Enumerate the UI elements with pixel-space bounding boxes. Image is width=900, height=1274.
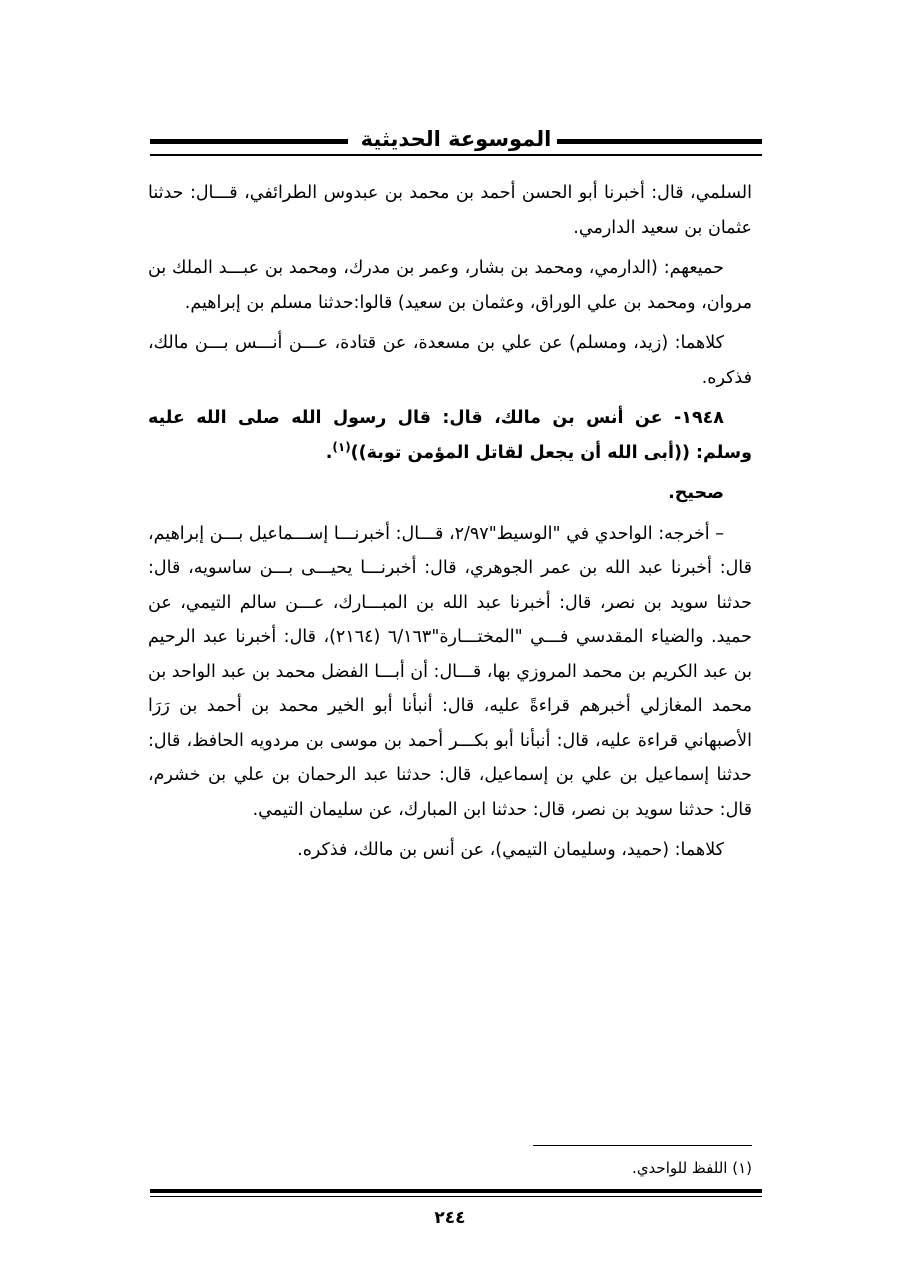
hadith-end: . xyxy=(325,442,333,463)
page-number: ٢٤٤ xyxy=(434,1208,466,1228)
running-title xyxy=(150,122,762,156)
paragraph: كلاهما: (زيد، ومسلم) عن علي بن مسعدة، عن قتادة، عـــن أنـــس بـــن مالك، فذكره. xyxy=(148,333,752,388)
footer-rule-thin xyxy=(150,1196,762,1197)
running-title-text: الموسوعة الحديثية xyxy=(355,127,558,151)
takhrij-paragraph: – أخرجه: الواحدي في "الوسيط"٢/٩٧، قـــال: أخبرنـــا إســـماعيل بـــن إبراهيم، قال: أخبرنا عبد الله بن عمر الجوهري، قال: أخبرنـــا يحيـــى بـــن ساسويه، قال: حدثنا سويد بن نصر، قال: أخبرنا عبد الله بن المبـــارك، عـــن سالم التيمي، عن حميد. والضياء المقدسي فـــي "المختـــارة"٦/١٦٣ (٢١٦٤)، قال: أخبرنا عبد الرحيم بن عبد الكريم بن محمد المروزي بها، قـــال: أن أبـــا الفضل محمد بن عبد الواحد بن محمد المغازلي أخبرهم قراءةً عليه، قال: أنبأنا أبو الخير محمد بن أحمد بن رَرَا الأصبهاني قراءة عليه، قال: أنبأنا أبو بكـــر أحمد بن موسى بن مردويه الحافظ، قال: حدثنا إسماعيل بن علي بن إسماعيل، قال: حدثنا عبد الرحمان بن علي بن خشرم، قال: حدثنا سويد بن نصر، قال: حدثنا ابن المبارك، عن سليمان التيمي. xyxy=(148,523,752,820)
paragraph: حميعهم: (الدارمي، ومحمد بن بشار، وعمر بن مدرك، ومحمد بن عبـــد الملك بن مروان، ومحمد بن علي الوراق، وعثمان بن سعيد) قالوا:حدثنا مسلم بن إبراهيم. xyxy=(148,258,752,313)
header xyxy=(150,122,762,162)
footnote: (١) اللفظ للواحدي. xyxy=(632,1159,752,1177)
footnote-separator xyxy=(533,1145,752,1146)
paragraph: السلمي، قال: أخبرنا أبو الحسن أحمد بن محمد بن عبدوس الطرائفي، قـــال: حدثنا عثمان بن سعيد الدارمي. xyxy=(148,183,752,238)
main-text xyxy=(148,176,752,874)
takhrij-paragraph: كلاهما: (حميد، وسليمان التيمي)، عن أنس بن مالك، فذكره. xyxy=(297,840,724,860)
footer-rule-thick xyxy=(150,1189,762,1193)
hadith-grade: صحيح. xyxy=(668,483,724,503)
footnote-reference: (١) xyxy=(332,439,351,454)
hadith-text: ١٩٤٨- عن أنس بن مالك، قال: قال رسول الله صلى الله عليه وسلم: ((أبى الله أن يجعل لقاتل المؤمن توبة)) xyxy=(148,408,752,463)
hadith-paragraph xyxy=(148,401,752,470)
